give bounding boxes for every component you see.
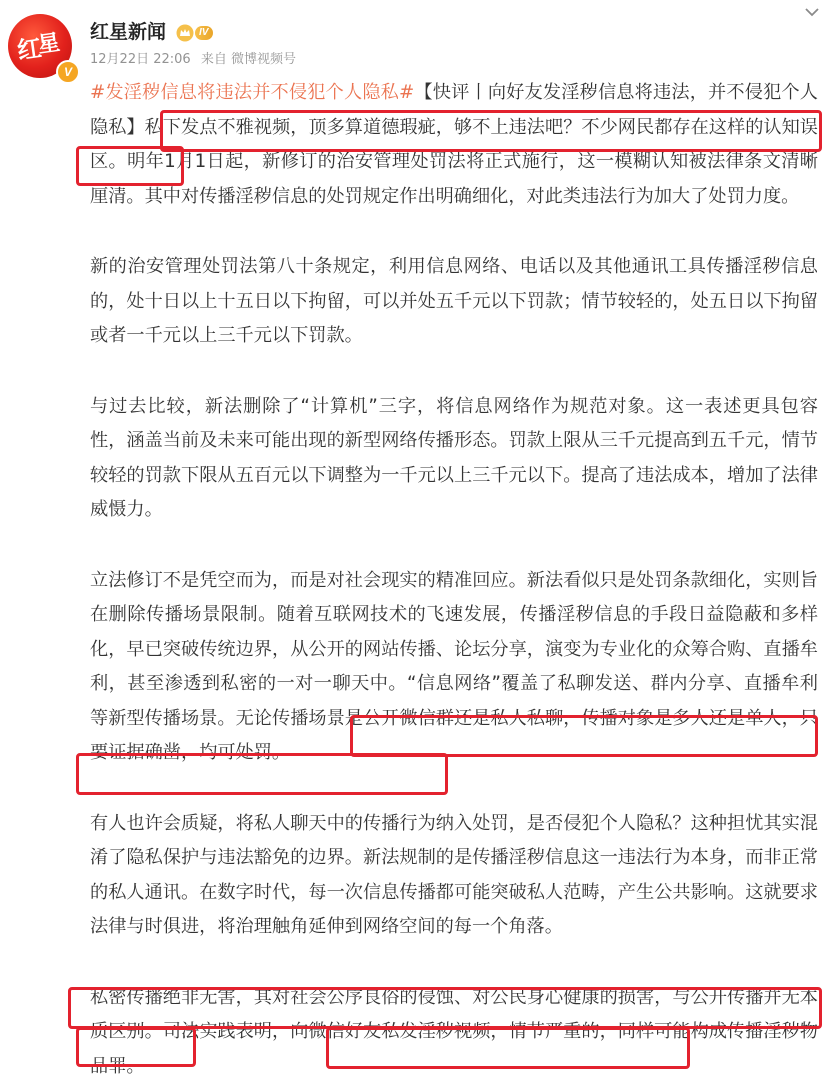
- svg-text:红: 红: [15, 33, 44, 66]
- paragraph-4: [90, 564, 818, 771]
- paragraph-6-end: 同样可能构成传播淫秽物品罪。: [90, 1021, 818, 1077]
- post-content: [90, 76, 818, 1084]
- paragraph-2: 新的治安管理处罚法第八十条规定，利用信息网络、电话以及其他通讯工具传播淫秽信息的，处十日以上十五日以下拘留，可以并处五千元以下罚款；情节较轻的，处五日以下拘留或者一千元以上三千元以下罚款。: [90, 256, 818, 346]
- post-source[interactable]: 来自 微博视频号: [200, 52, 296, 67]
- svg-text:星: 星: [36, 30, 62, 59]
- verified-v-icon: V: [56, 60, 80, 84]
- level-badge[interactable]: [176, 24, 213, 42]
- paragraph-6: [90, 981, 818, 1085]
- lead-title: 【快评丨向好友发淫秽信息将违法，并不侵犯个人隐私】: [90, 82, 818, 138]
- paragraph-1: [90, 76, 818, 214]
- crown-icon: [176, 24, 194, 42]
- paragraph-3: 与过去比较，新法删除了“计算机”三字，将信息网络作为规范对象。这一表述更具包容性，涵盖当前及未来可能出现的新型网络传播形态。罚款上限从三千元提高到五千元，情节较轻的罚款下限从五百元以下调整为一千元以上三千元以下。提高了违法成本，增加了法律威慑力。: [90, 395, 818, 520]
- paragraph-5: 有人也许会质疑，将私人聊天中的传播行为纳入处罚，是否侵犯个人隐私？这种担忧其实混淆了隐私保护与违法豁免的边界。新法规制的是传播淫秽信息这一违法行为本身，而非正常的私人通讯。在数字时代，每一次信息传播都可能突破私人范畴，产生公共影响。这就要求法律与时俱进，将治理触角延伸到网络空间的每一个角落。: [90, 812, 818, 937]
- highlight-2: 无论传播场景是公开微信群还是私人私聊，传播对象是多人还是单人，只要证据确凿，均可处罚。: [90, 707, 818, 763]
- highlight-4: 向微信好友私发淫秽视频，情节严重的，: [290, 1021, 618, 1042]
- highlight-3: 私密传播绝非无害，其对社会公序良俗的侵蚀、对公民身心健康的损害，与公开传播并无本质区别: [90, 986, 818, 1042]
- paragraph-4-text: 立法修订不是凭空而为，而是对社会现实的精准回应。新法看似只是处罚条款细化，实则旨在删除传播场景限制。随着互联网技术的飞速发展，传播淫秽信息的手段日益隐蔽和多样化，早已突破传统边界，从公开的网站传播、论坛分享，演变为专业化的众筹合购、直播牟利，甚至渗透到私密的一对一聊天中。“信息网络”覆盖了私聊发送、群内分享、直播牟利等新型传播场景。: [90, 569, 818, 729]
- level-label: IV: [195, 26, 213, 40]
- chevron-down-icon[interactable]: [804, 6, 820, 18]
- paragraph-1-text: 明年1月1日起，新修订的治安管理处罚法将正式施行，这一模糊认知被法律条文清晰厘清。其中对传播淫秽信息的处罚规定作出明确细化，对此类违法行为加大了处罚力度。: [90, 151, 818, 207]
- post-time[interactable]: 12月22日 22:06: [90, 52, 191, 67]
- highlight-1: 私下发点不雅视频，顶多算道德瑕疵，够不上违法吧？不少网民都存在这样的认知误区。: [90, 116, 818, 172]
- topic-link[interactable]: #发淫秽信息将违法并不侵犯个人隐私#: [90, 82, 415, 103]
- post-meta: [90, 50, 302, 70]
- paragraph-6-mid: 。司法实践表明，: [144, 1021, 291, 1042]
- account-name[interactable]: 红星新闻: [90, 21, 167, 43]
